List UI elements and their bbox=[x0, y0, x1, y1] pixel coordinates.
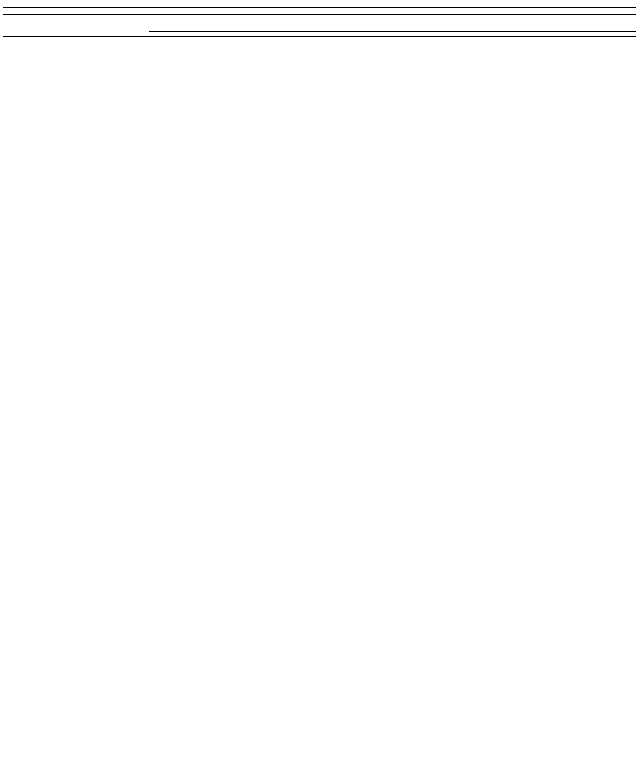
table-header-row bbox=[3, 8, 636, 15]
spanner-spacer bbox=[3, 16, 149, 32]
spanner-row bbox=[3, 16, 636, 32]
table-body bbox=[3, 32, 636, 37]
spanner-label bbox=[149, 16, 636, 32]
document-page bbox=[0, 0, 640, 37]
